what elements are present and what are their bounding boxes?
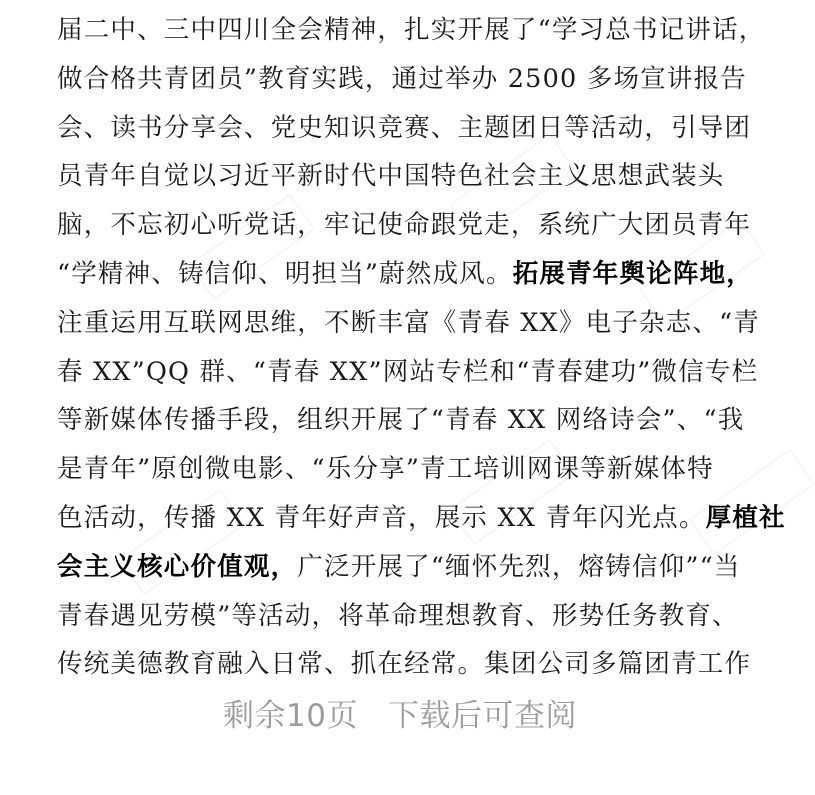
text-segment: 做合格共青团员”教育实践，通过举办 2500 多场宣讲报告 [57, 63, 747, 94]
text-segment: 春 XX”QQ 群、“青春 XX”网站专栏和“青春建功”微信专栏 [57, 356, 759, 387]
text-line [57, 250, 753, 299]
text-segment: 员青年自觉以习近平新时代中国特色社会主义思想武装头 [57, 161, 725, 192]
text-segment: 是青年”原创微电影、“乐分享”青工培训网课等新媒体特 [57, 454, 714, 485]
bold-heading-phrase: 厚植社 [705, 502, 786, 533]
text-line [57, 348, 759, 397]
remaining-pages-label: 剩余10页 [223, 698, 358, 734]
text-segment: 青春遇见劳模”等活动，将革命理想教育、形势任务教育、 [57, 600, 739, 631]
text-line [57, 592, 747, 641]
text-segment: 等新媒体传播手段，组织开展了“青春 XX 网络诗会”、“我 [57, 405, 745, 436]
text-segment: 届二中、三中四川全会精神，扎实开展了“学习总书记讲话， [57, 15, 766, 45]
text-segment: 广泛开展了“缅怀先烈，熔铸信仰”“当 [297, 551, 741, 582]
text-line [57, 494, 786, 543]
text-segment: 注重运用互联网思维，不断丰富《青春 XX》电子杂志、“青 [57, 307, 761, 338]
text-line [57, 6, 766, 55]
text-line [57, 396, 747, 445]
text-segment: “学精神、铸信仰、明担当”蔚然成风。 [57, 258, 513, 289]
download-to-view-label: 下载后可查阅 [387, 698, 577, 734]
text-line [57, 201, 752, 250]
text-line [57, 55, 747, 104]
text-line [57, 543, 747, 592]
remaining-pages-prompt[interactable] [0, 690, 800, 735]
text-segment: 脑，不忘初心听党话，牢记使命跟党走，系统广大团员青年 [57, 210, 752, 241]
text-segment: 传统美德教育融入日常、抓在经常。集团公司多篇团青工作 [57, 649, 752, 680]
text-line [57, 152, 747, 201]
text-line [57, 104, 752, 153]
text-line [57, 640, 752, 689]
text-segment: 色活动，传播 XX 青年好声音，展示 XX 青年闪光点。 [57, 502, 706, 533]
text-line [57, 299, 761, 348]
bold-heading-phrase: 拓展青年舆论阵地， [512, 258, 753, 289]
bold-heading-phrase: 会主义核心价值观， [57, 551, 298, 582]
text-line [57, 445, 747, 494]
document-body-text [57, 6, 786, 689]
text-segment: 会、读书分享会、党史知识竞赛、主题团日等活动，引导团 [57, 112, 752, 143]
